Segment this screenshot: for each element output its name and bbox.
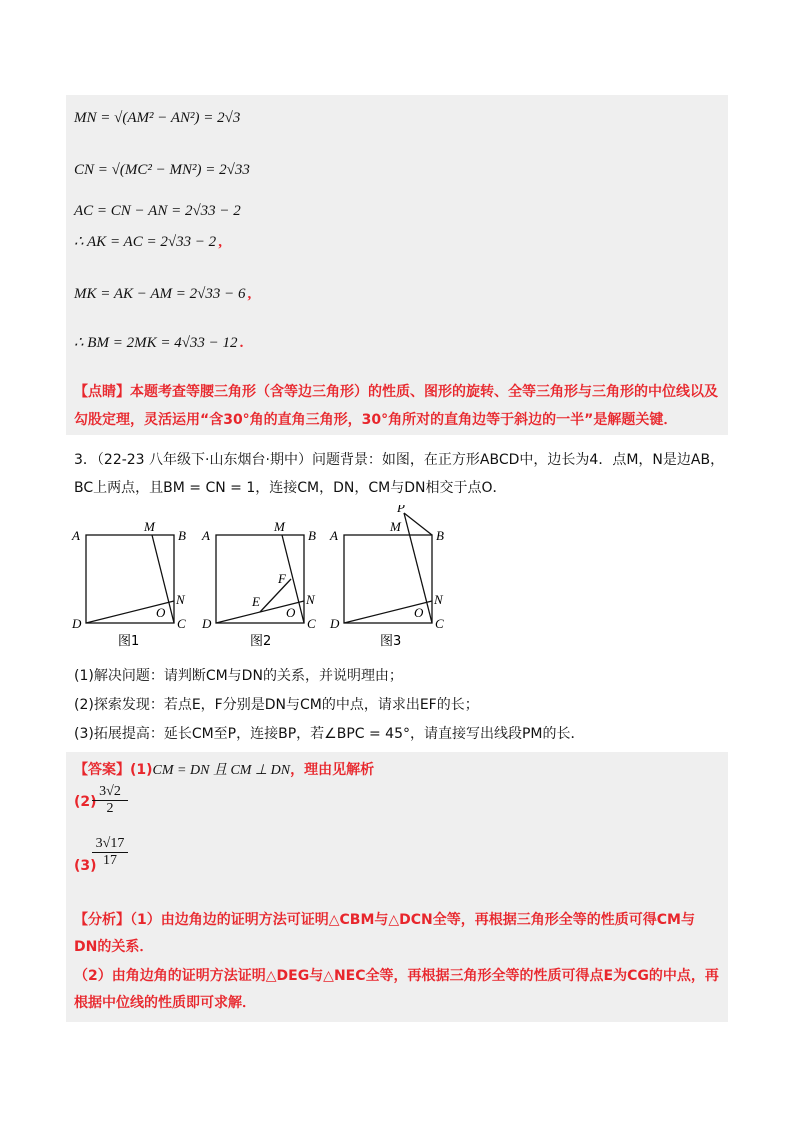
question-2: (2)探索发现：若点E，F分别是DN与CM的中点，请求出EF的长；: [74, 697, 479, 713]
label-C: C: [435, 616, 444, 631]
answer-3-fraction: [92, 836, 128, 869]
answer-2-fraction: [92, 784, 128, 817]
geometry-figures: [66, 505, 466, 655]
equation-mk: [74, 284, 251, 304]
label-N: N: [434, 592, 443, 607]
label-M: M: [390, 519, 401, 534]
label-A: A: [72, 528, 80, 543]
red-comma: ,: [218, 234, 222, 250]
label-D: D: [330, 616, 340, 631]
equation-ak: [74, 232, 222, 252]
label-D: D: [202, 616, 212, 631]
label-B: B: [308, 528, 316, 543]
answer-3-denominator: 17: [103, 853, 117, 868]
label-F: F: [278, 571, 286, 586]
label-O: O: [156, 605, 166, 620]
problem-line2: BC上两点，且BM = CN = 1，连接CM，DN，CM与DN相交于点O．: [74, 480, 507, 496]
label-E: E: [252, 594, 260, 609]
label-O: O: [414, 605, 424, 620]
caption-fig3: 图3: [380, 634, 402, 649]
label-N: N: [176, 592, 185, 607]
equation-ac: AC = CN − AN = 2√33 − 2: [74, 203, 241, 219]
answer-1-prefix: 【答案】(1): [74, 762, 153, 778]
equation-cn: CN = √(MC² − MN²) = 2√33: [74, 162, 250, 178]
label-C: C: [307, 616, 316, 631]
dianjing-line2: 勾股定理，灵活运用“含30°角的直角三角形，30°角所对的直角边等于斜边的一半”是解题关键．: [74, 412, 678, 428]
label-D: D: [72, 616, 82, 631]
question-3: (3)拓展提高：延长CM至P，连接BP，若∠BPC = 45°，请直接写出线段PM的长．: [74, 726, 585, 742]
label-M: M: [144, 519, 155, 534]
label-O: O: [286, 605, 296, 620]
caption-fig1: 图1: [118, 634, 140, 649]
equation-ak-text: ∴ AK = AC = 2√33 − 2: [74, 234, 217, 250]
equation-mn: MN = √(AM² − AN²) = 2√3: [74, 110, 241, 126]
label-A: A: [202, 528, 210, 543]
label-A: A: [330, 528, 338, 543]
answer-2-label: (2): [74, 794, 97, 810]
label-M: M: [274, 519, 285, 534]
answer-2-numerator: 3√2: [92, 784, 128, 801]
analysis-line1: 【分析】（1）由边角边的证明方法可证明△CBM与△DCN全等，再根据三角形全等的性质可得CM与: [74, 912, 695, 928]
question-1: (1)解决问题：请判断CM与DN的关系，并说明理由；: [74, 668, 403, 684]
answer-1-math: CM = DN 且 CM ⊥ DN: [152, 763, 291, 778]
red-period: .: [239, 335, 244, 351]
answer-3-numerator: 3√17: [92, 836, 128, 853]
label-P: P: [397, 505, 405, 515]
analysis-line4: 根据中位线的性质即可求解．: [74, 995, 256, 1011]
label-N: N: [306, 592, 315, 607]
label-C: C: [177, 616, 186, 631]
answer-1-suffix: ，理由见解析: [290, 762, 375, 778]
equation-bm-text: ∴ BM = 2MK = 4√33 − 12: [74, 335, 238, 351]
dianjing-line1: 【点睛】本题考查等腰三角形（含等边三角形）的性质、图形的旋转、全等三角形与三角形的中位线以及: [74, 384, 718, 400]
label-B: B: [436, 528, 444, 543]
equation-bm: [74, 333, 243, 353]
caption-fig2: 图2: [250, 634, 272, 649]
analysis-line3: （2）由角边角的证明方法证明△DEG与△NEC全等，再根据三角形全等的性质可得点E为CG的中点，再: [74, 968, 719, 984]
label-B: B: [178, 528, 186, 543]
answer-1: [74, 760, 374, 781]
analysis-line2: DN的关系．: [74, 939, 154, 955]
answer-2-denominator: 2: [106, 801, 114, 816]
equation-mk-text: MK = AK − AM = 2√33 − 6: [74, 286, 246, 302]
red-comma: ,: [247, 286, 252, 302]
answer-3-label: (3): [74, 858, 97, 874]
problem-line1: 3．（22-23 八年级下·山东烟台·期中）问题背景：如图，在正方形ABCD中，边长为4．点M，N是边AB，: [74, 452, 725, 468]
